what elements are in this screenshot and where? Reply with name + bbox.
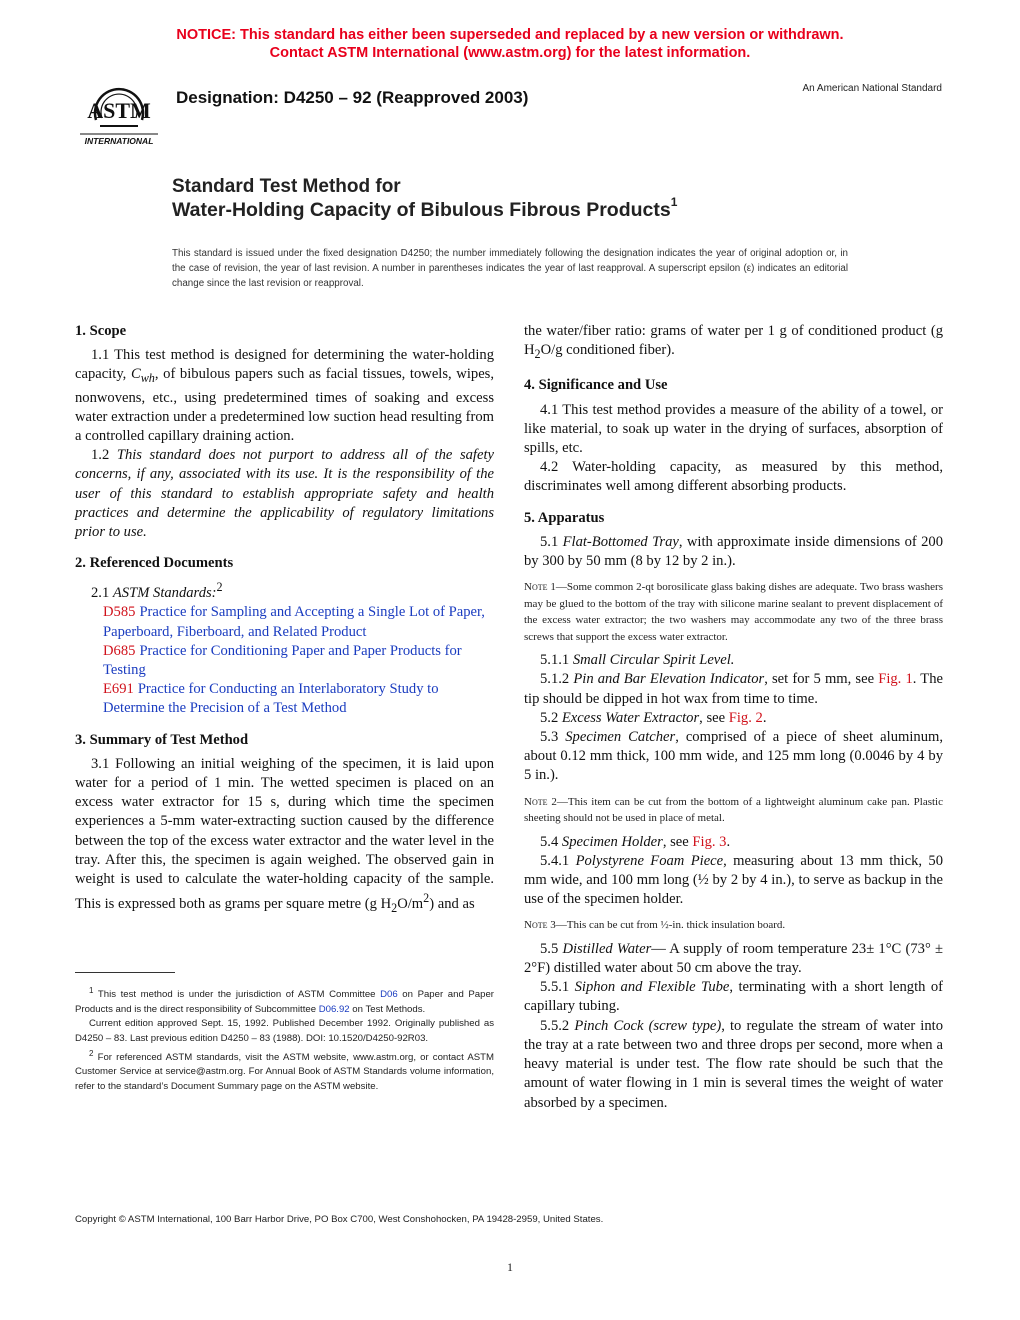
- ref-title-link[interactable]: Practice for Conducting an Interlaboratory Study to Determine the Precision of a Test Method: [103, 681, 439, 717]
- notice-line-2: Contact ASTM International (www.astm.org) for the latest information.: [269, 45, 751, 61]
- right-column: [524, 322, 943, 1113]
- note-1: Note 1—Some common 2-qt borosilicate glass baking dishes are adequate. Two brass washers may be glued to the bottom of the tray with silicone marine sealant to prevent displacement of the excess water extractor; the two washers may accommodate any two of the three brass screws that support the excess water extractor.: [524, 581, 943, 643]
- apparatus-5-4-1: 5.4.1 Polystyrene Foam Piece, measuring about 13 mm thick, 50 mm wide, and 100 mm long (½ by 2 by 4 in.), to serve as backup in the use of the specimen holder.: [524, 852, 943, 908]
- notice-line-1: NOTICE: This standard has either been superseded and replaced by a new version or withdrawn.: [176, 27, 844, 43]
- apparatus-5-1-2: 5.1.2 Pin and Bar Elevation Indicator, set for 5 mm, see Fig. 1. The tip should be dipped in hot wax from time to time.: [524, 671, 943, 707]
- apparatus-5-5-1: 5.5.1 Siphon and Flexible Tube, terminating with a short length of capillary tubing.: [524, 979, 943, 1015]
- apparatus-5-2: 5.2 Excess Water Extractor, see Fig. 2.: [540, 709, 767, 726]
- ref-title-link[interactable]: Practice for Sampling and Accepting a Single Lot of Paper, Paperboard, Fiberboard, and Related Product: [103, 604, 485, 640]
- apparatus-5-5-2: 5.5.2 Pinch Cock (screw type), to regulate the stream of water into the tray at a rate between two and three drops per second, more when a heavy material is under test. The flow rate should be such that the amount of water flowing in 1 min is several times the weight of water absorbed by a specimen.: [524, 1017, 944, 1111]
- scope-1-2: 1.2 This standard does not purport to address all of the safety concerns, if any, associated with its use. It is the responsibility of the user of this standard to establish appropriate safety and health practices and determine the applicability of regulatory limitations prior to use.: [75, 447, 494, 540]
- apparatus-5-4: 5.4 Specimen Holder, see Fig. 3.: [540, 833, 731, 850]
- ref-code[interactable]: D585: [103, 604, 136, 621]
- fig-1-link[interactable]: Fig. 1: [878, 671, 913, 688]
- ref-code[interactable]: E691: [103, 681, 134, 698]
- fig-2-link[interactable]: Fig. 2: [728, 709, 763, 726]
- fig-3-link[interactable]: Fig. 3: [692, 833, 727, 850]
- footnote-rule: [75, 972, 175, 973]
- title-line-1: Standard Test Method for: [172, 176, 401, 197]
- scope-1-1: 1.1 This test method is designed for determining the water-holding capacity, $C_{wh}$, of bibulous papers such as facial tissues, towels, wipes, nonwovens, etc., using predetermined times of soaking and excess water extraction under a predetermined low suction head resulting from a controlled capillary draining action.: [75, 347, 495, 444]
- refdocs-heading: 2. Referenced Documents: [75, 555, 234, 572]
- summary-3-1-continued: the water/fiber ratio: grams of water per 1 g of conditioned product (g $H_2O/g$ conditioned fiber).: [524, 323, 943, 362]
- scope-heading: 1. Scope: [75, 323, 127, 339]
- note-3: Note 3—This can be cut from ½-in. thick insulation board.: [524, 919, 786, 932]
- ref-item-d585[interactable]: [75, 603, 494, 641]
- apparatus-5-1-1: 5.1.1 Small Circular Spirit Level.: [540, 652, 735, 669]
- ref-code[interactable]: D685: [103, 642, 136, 659]
- left-column: [75, 322, 494, 918]
- title-footnote-mark: 1: [670, 195, 678, 209]
- footnote-1-edition: Current edition approved Sept. 15, 1992. Published December 1992. Originally published as D4250 – 83. Last previous edition D4250 – 83 (1988). DOI: 10.1520/D4250-92R03.: [75, 1018, 494, 1044]
- logo-letters: ASTM: [87, 98, 151, 123]
- astm-logo-graphic: [78, 76, 160, 148]
- title-line-2: [172, 195, 678, 222]
- ref-item-e691[interactable]: [75, 680, 494, 718]
- designation: Designation: D4250 – 92 (Reapproved 2003): [176, 88, 529, 107]
- ref-title-link[interactable]: Practice for Conditioning Paper and Paper Products for Testing: [103, 642, 462, 679]
- significance-4-2: 4.2 Water-holding capacity, as measured by this method, discriminates well among different absorbing products.: [524, 459, 943, 495]
- committee-d06-link[interactable]: D06: [380, 989, 398, 1001]
- logo-subtext: INTERNATIONAL: [84, 136, 154, 146]
- withdrawal-notice: [0, 26, 1020, 62]
- ref-item-d685[interactable]: [75, 642, 494, 680]
- note-2: Note 2—This item can be cut from the bottom of a lightweight aluminum cake pan. Plastic sheeting should not be used in place of metal.: [524, 795, 943, 825]
- apparatus-5-5: 5.5 Distilled Water— A supply of room temperature 23± 1°C (73° ± 2°F) distilled water about 50 cm above the tray.: [524, 940, 943, 977]
- apparatus-5-1: 5.1 Flat-Bottomed Tray, with approximate inside dimensions of 200 by 300 by 50 mm (8 by 12 by 2 in.).: [524, 533, 943, 569]
- title-text: Water-Holding Capacity of Bibulous Fibrous Products: [172, 199, 671, 221]
- copyright: Copyright © ASTM International, 100 Barr Harbor Drive, PO Box C700, West Conshohocken, PA 19428-2959, United States.: [75, 1214, 604, 1225]
- apparatus-5-3: 5.3 Specimen Catcher, comprised of a piece of sheet aluminum, about 0.12 mm thick, 100 mm wide, and 125 mm long (0.0046 by 4 by 5 in.).: [524, 728, 943, 784]
- page-number: 1: [507, 1260, 513, 1274]
- astm-logo: [78, 76, 160, 148]
- apparatus-heading: 5. Apparatus: [524, 509, 605, 526]
- subcommittee-d06-92-link[interactable]: D06.92: [318, 1003, 350, 1015]
- significance-heading: 4. Significance and Use: [524, 377, 668, 394]
- issuance-note: This standard is issued under the fixed designation D4250; the number immediately following the designation indicates the year of original adoption or, in the case of revision, the year of last revision. A number in parentheses indicates the year of last reapproval. A superscript epsilon (ε) indicates an editorial change since the last revision or reapproval.: [172, 248, 848, 289]
- footnote-1: $^1$ This test method is under the jurisdiction of ASTM Committee D06 on Paper and Paper Products and is the direct responsibility of Subcommittee D06.92 on Test Methods.: [75, 986, 494, 1015]
- refdocs-2-1: 2.1 ASTM Standards:$^2$: [91, 580, 223, 602]
- american-national-standard-label: An American National Standard: [802, 83, 942, 94]
- summary-3-1: 3.1 Following an initial weighing of the specimen, it is laid upon water for a period of 1 min. The wetted specimen is placed on an excess water extractor for 15 s, during which time the specimen experiences a 5-mm water-extracting suction caused by the difference between the top of the excess water extractor and the water level in the tray. After this, the specimen is again weighed. The observed gain in weight is used to calculate the water-holding capacity of the sample. This is expressed both as grams per square metre (g $H_2O/m^2$) and as: [75, 755, 494, 916]
- footnotes: [75, 984, 494, 1095]
- summary-heading: 3. Summary of Test Method: [75, 731, 249, 748]
- significance-4-1: 4.1 This test method provides a measure of the ability of a towel, or like material, to soak up water in the drying of surfaces, absorption of spills, etc.: [524, 401, 943, 456]
- footnote-2: $^2$ For referenced ASTM standards, visit the ASTM website, www.astm.org, or contact ASTM Customer Service at service@astm.org. For Annual Book of ASTM Standards volume information, refer to the standard’s Document Summary page on the ASTM website.: [75, 1048, 494, 1092]
